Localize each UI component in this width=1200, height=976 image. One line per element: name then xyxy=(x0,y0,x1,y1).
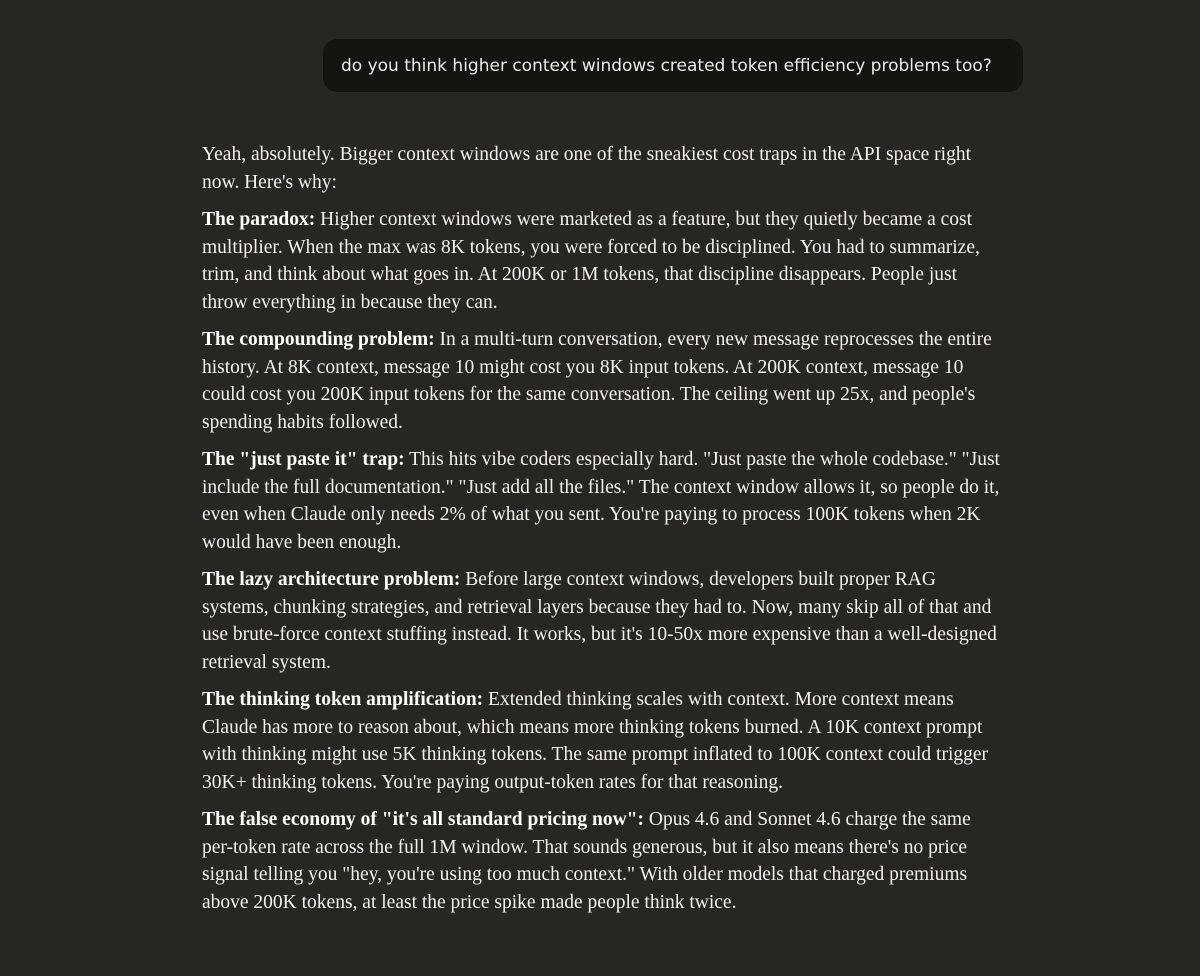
user-message-text: do you think higher context windows created token efficiency problems too? xyxy=(341,55,992,76)
paragraph-just-paste-it-trap xyxy=(202,446,1002,556)
paragraph-body: This hits vibe coders especially hard. "Just paste the whole codebase." "Just include the full documentation." "Just add all the files." The context window allows it, so people do it, even when Claude only needs 2% of what you sent. You're paying to process 100K tokens when 2K would have been enough. xyxy=(202,449,1000,553)
user-message-bubble xyxy=(323,39,1023,92)
paragraph-body: Opus 4.6 and Sonnet 4.6 charge the same per-token rate across the full 1M window. That sounds generous, but it also means there's no price signal telling you "hey, you're using too much context." With older models that charged premiums above 200K tokens, at least the price spike made people think twice. xyxy=(202,809,971,913)
paragraph-heading: The false economy of "it's all standard pricing now": xyxy=(202,809,644,830)
paragraph-thinking-token-amplification xyxy=(202,686,1002,796)
paragraph-body: Higher context windows were marketed as a feature, but they quietly became a cost multiplier. When the max was 8K tokens, you were forced to be disciplined. You had to summarize, trim, and think about what goes in. At 200K or 1M tokens, that discipline disappears. People just throw everything in because they can. xyxy=(202,209,980,313)
paragraph-heading: The compounding problem: xyxy=(202,329,435,350)
paragraph-paradox xyxy=(202,206,1002,316)
paragraph-compounding-problem xyxy=(202,326,1002,436)
paragraph-body: Before large context windows, developers built proper RAG systems, chunking strategies, and retrieval layers because they had to. Now, many skip all of that and use brute-force context stuffing instead. It works, but it's 10-50x more expensive than a well-designed retrieval system. xyxy=(202,569,997,673)
paragraph-lazy-architecture xyxy=(202,566,1002,676)
paragraph-false-economy xyxy=(202,806,1002,916)
assistant-intro: Yeah, absolutely. Bigger context windows are one of the sneakiest cost traps in the API space right now. Here's why: xyxy=(202,144,972,193)
paragraph-heading: The lazy architecture problem: xyxy=(202,569,461,590)
paragraph-heading: The paradox: xyxy=(202,209,316,230)
paragraph-heading: The "just paste it" trap: xyxy=(202,449,405,470)
paragraph-heading: The thinking token amplification: xyxy=(202,689,484,710)
paragraph-body: Extended thinking scales with context. More context means Claude has more to reason about, which means more thinking tokens burned. A 10K context prompt with thinking might use 5K thinking tokens. The same prompt inflated to 100K context could trigger 30K+ thinking tokens. You're paying output-token rates for that reasoning. xyxy=(202,689,989,793)
paragraph-body: In a multi-turn conversation, every new message reprocesses the entire history. At 8K context, message 10 might cost you 8K input tokens. At 200K context, message 10 could cost you 200K input tokens for the same conversation. The ceiling went up 25x, and people's spending habits followed. xyxy=(202,329,992,433)
assistant-response xyxy=(202,141,1002,926)
